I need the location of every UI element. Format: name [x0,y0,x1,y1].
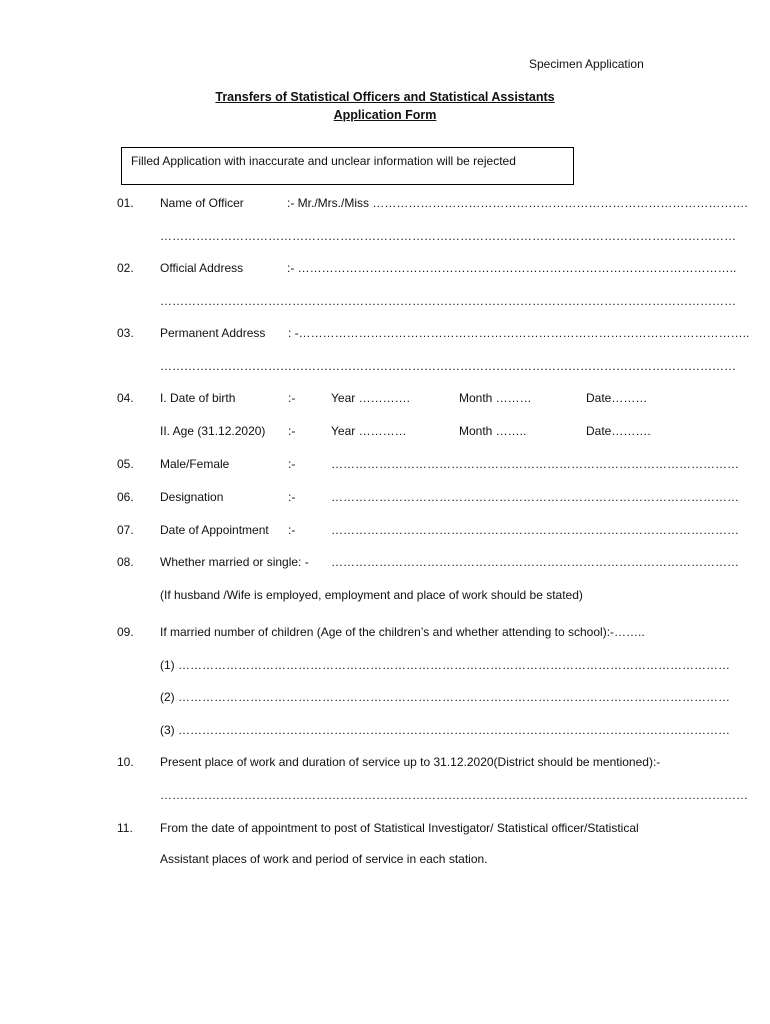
specimen-label: Specimen Application [529,57,644,71]
item-number-08: 08. [117,555,134,569]
age-label: II. Age (31.12.2020) [160,424,266,438]
date-of-birth-separator: :- [288,391,296,405]
birth-date-field[interactable]: Date……… [586,391,648,405]
form-subtitle: Application Form [333,108,437,122]
designation-separator: :- [288,490,296,504]
birth-month-field[interactable]: Month ……… [459,391,532,405]
gender-label: Male/Female [160,457,230,471]
age-month-field[interactable]: Month …….. [459,424,527,438]
gender-separator: :- [288,457,296,471]
item-number-03: 03. [117,326,134,340]
birth-year-field[interactable]: Year …………. [331,391,410,405]
permanent-address-field-cont[interactable]: ……………………………………………………………………………………………………………………………… [160,359,736,373]
designation-label: Designation [160,490,224,504]
marital-status-label: Whether married or single: - [160,555,309,569]
official-address-label: Official Address [160,261,244,275]
name-of-officer-field[interactable]: :- Mr./Mrs./Miss …………………………………………………………………………………. [287,196,748,210]
date-of-appointment-field[interactable]: ………………………………………………………………………………………… [331,523,739,537]
item-number-04: 04. [117,391,134,405]
child-2-field[interactable]: (2) ………………………………………………………………………………………………………………………… [160,690,730,704]
item-number-02: 02. [117,261,134,275]
age-year-field[interactable]: Year ………… [331,424,407,438]
item-number-06: 06. [117,490,134,504]
permanent-address-label: Permanent Address [160,326,266,340]
item-number-11: 11. [117,821,133,835]
form-title: Transfers of Statistical Officers and Statistical Assistants [215,90,555,104]
date-of-appointment-label: Date of Appointment [160,523,269,537]
marital-status-field[interactable]: ………………………………………………………………………………………… [331,555,739,569]
children-label: If married number of children (Age of the children’s and whether attending to school):-…….. [160,625,645,639]
name-of-officer-field-cont[interactable]: ……………………………………………………………………………………………………………………………… [160,229,736,243]
name-of-officer-label: Name of Officer [160,196,244,210]
date-of-appointment-separator: :- [288,523,296,537]
item-number-01: 01. [117,196,134,210]
present-place-of-work-field[interactable]: ………………………………………………………………………………………………………………………………… [160,788,748,802]
gender-field[interactable]: ………………………………………………………………………………………… [331,457,739,471]
present-place-of-work-label: Present place of work and duration of service up to 31.12.2020(District should be mentioned):- [160,755,661,769]
child-3-field[interactable]: (3) ………………………………………………………………………………………………………………………… [160,723,730,737]
service-history-label-line2: Assistant places of work and period of service in each station. [160,852,488,866]
service-history-label-line1: From the date of appointment to post of Statistical Investigator/ Statistical officer/Statistical [160,821,639,835]
age-date-field[interactable]: Date………. [586,424,651,438]
designation-field[interactable]: ………………………………………………………………………………………… [331,490,739,504]
item-number-05: 05. [117,457,134,471]
item-number-07: 07. [117,523,134,537]
rejection-notice-box [121,147,574,185]
permanent-address-field[interactable]: : -………………………………………………………………………………………………….. [288,326,750,340]
rejection-notice-text: Filled Application with inaccurate and unclear information will be rejected [131,154,516,168]
official-address-field-cont[interactable]: ……………………………………………………………………………………………………………………………… [160,294,736,308]
age-separator: :- [288,424,296,438]
official-address-field[interactable]: :- ……………………………………………………………………………………………….. [287,261,737,275]
item-number-10: 10. [117,755,134,769]
spouse-employment-note: (If husband /Wife is employed, employment and place of work should be stated) [160,588,583,602]
child-1-field[interactable]: (1) ………………………………………………………………………………………………………………………… [160,658,730,672]
date-of-birth-label: I. Date of birth [160,391,236,405]
item-number-09: 09. [117,625,134,639]
